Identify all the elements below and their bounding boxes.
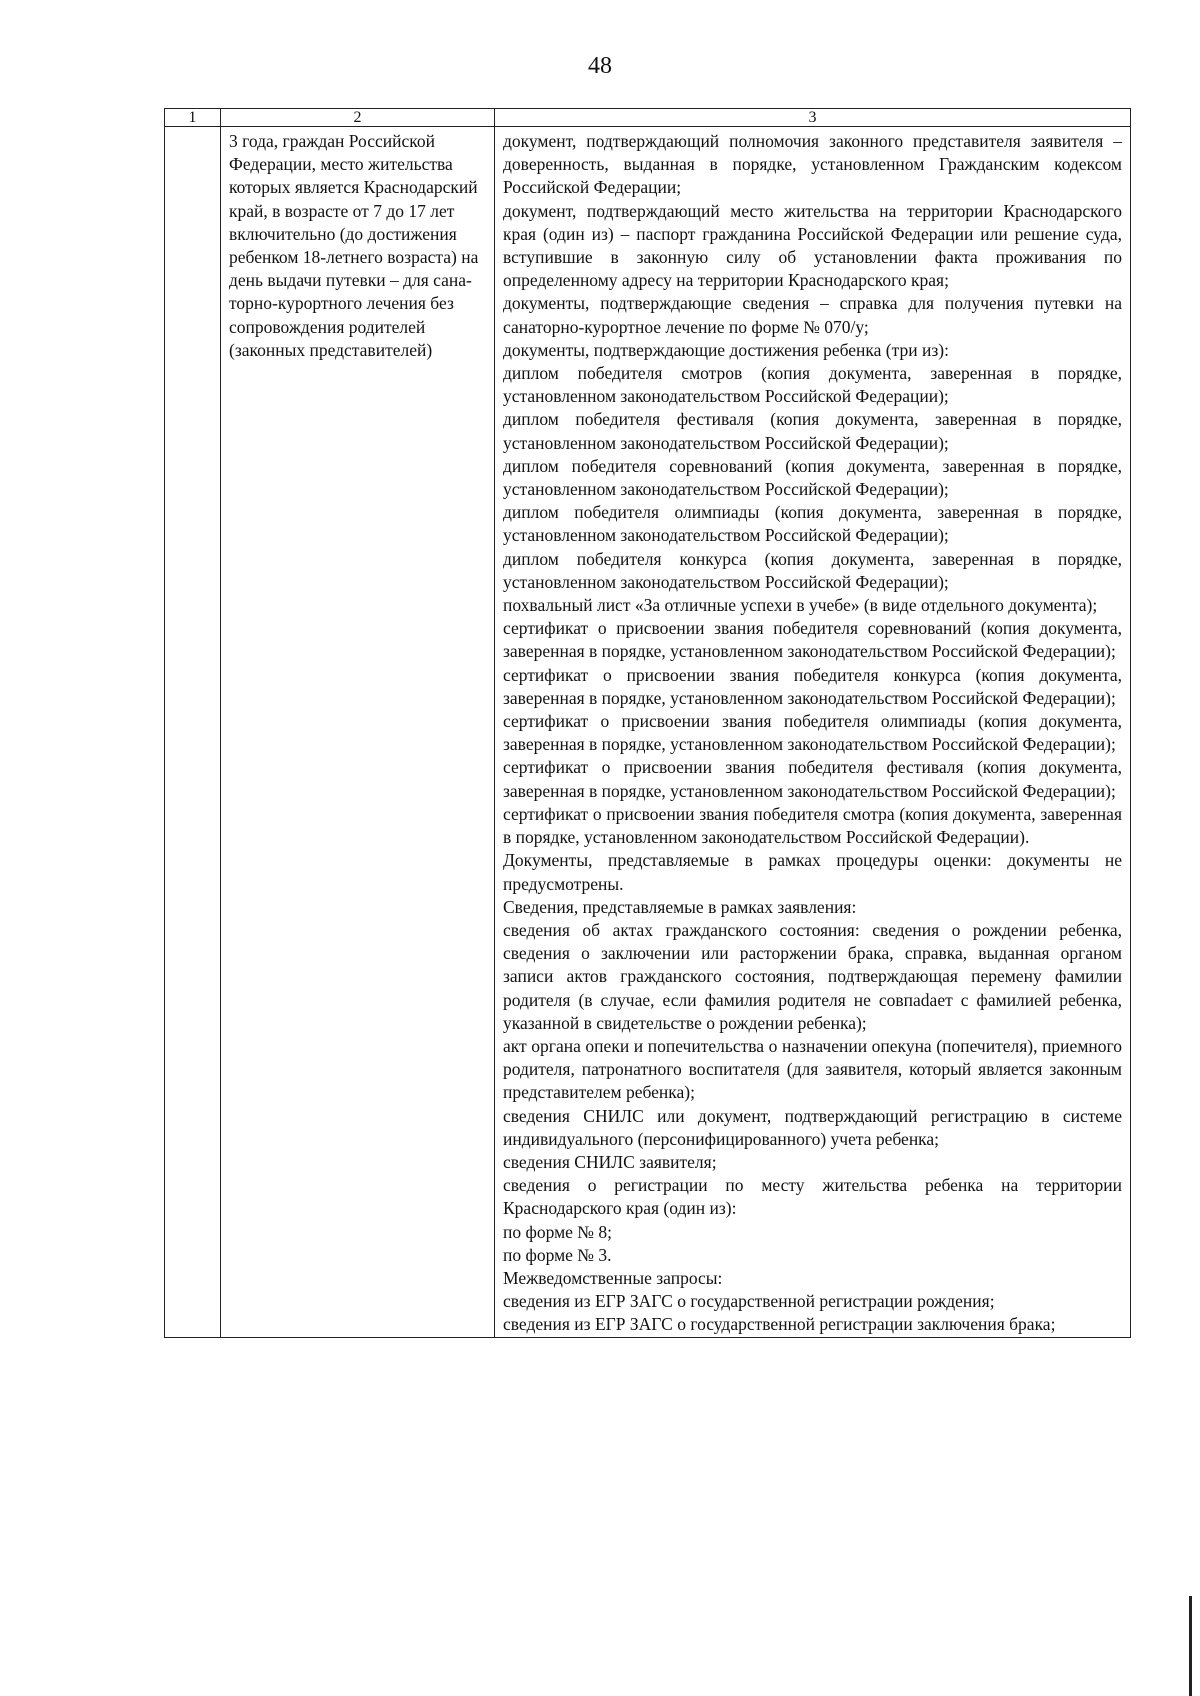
paragraph: диплом победителя соревнований (копия документа, заверенная в порядке, установленном законодательством Российской Федерации);	[503, 455, 1122, 500]
document-table	[164, 108, 1131, 1338]
table-header-row	[165, 109, 1131, 127]
paragraph: диплом победителя смотров (копия документа, заверенная в порядке, установленном законодательством Российской Федерации);	[503, 363, 1122, 407]
paragraph: сведения из ЕГР ЗАГС о государственной регистрации рождения;	[503, 1291, 995, 1312]
paragraph: сертификат о присвоении звания победителя фестиваля (копия документа, заверенная в порядке, установленном законодательством Российской Федерации);	[503, 757, 1122, 801]
table-cell-col2: 3 года, граждан Российской Федерации, место жительства которых является Краснодарский край, в возрасте от 7 до 17 лет включительно (до достижения ребенком 18-летнего возраста) на день выдачи путевки – для санаторно-курортного лечения без сопровождения родителей (законных представителей)	[221, 127, 495, 1338]
paragraph: документы, подтверждающие достижения ребенка (три из):	[503, 339, 949, 360]
paragraph: документ, подтверждающий место жительства на территории Краснодарского края (один из) – паспорт гражданина Российской Федерации или решение суда, вступившие в законную силу об установлении факта проживания по определенному адресу на территории Краснодарского края;	[503, 200, 1122, 291]
paragraph: Документы, представляемые в рамках процедуры оценки: документы не предусмотрены.	[503, 850, 1122, 894]
paragraph: сведения об актах гражданского состояния: сведения о рождении ребенка, сведения о заключении или расторжении брака, справка, выданная органом записи актов гражданского состояния, подтверждающая перемену фамилии родителя (в случае, если фамилия родителя не совпаdает с фамилией ребенка, указанной в свидетельстве о рождении ребенка);	[503, 919, 1122, 1033]
paragraph: диплом победителя олимпиады (копия документа, заверенная в порядке, установленном законодательством Российской Федерации);	[503, 502, 1122, 546]
paragraph: сертификат о присвоении звания победителя конкурса (копия документа, заверенная в порядке, установленном законодательством Российской Федерации);	[503, 664, 1122, 708]
column-header-1: 1	[165, 109, 221, 127]
paragraph: акт органа опеки и попечительства о назначении опекуна (попечителя), приемного родителя, патронатного воспитателя (для заявителя, который является законным представителем ребенка);	[503, 1035, 1122, 1103]
paragraph: документ, подтверждающий полномочия законного представителя заявителя – доверенность, выданная в порядке, установленном Гражданским кодексом Российской Федерации;	[503, 131, 1122, 198]
paragraph: сертификат о присвоении звания победителя олимпиады (копия документа, заверенная в порядке, установленном законодательством Российской Федерации);	[503, 711, 1122, 755]
table-cell-col3	[495, 127, 1131, 1338]
table-row	[165, 127, 1131, 1338]
paragraph: документы, подтверждающие сведения – справка для получения путевки на санаторно-курортное лечение по форме № 070/у;	[503, 293, 1122, 337]
paragraph: Межведомственные запросы:	[503, 1267, 723, 1288]
paragraph: сведения СНИЛС заявителя;	[503, 1151, 717, 1172]
column-header-2: 2	[221, 109, 495, 127]
paragraph: сертификат о присвоении звания победителя соревнований (копия документа, заверенная в порядке, установленном законодательством Российской Федерации);	[503, 618, 1122, 662]
paragraph: сведения о регистрации по месту жительства ребенка на территории Краснодарского края (один из):	[503, 1175, 1122, 1219]
page-number: 48	[588, 53, 612, 79]
paragraph: диплом победителя фестиваля (копия документа, заверенная в порядке, установленном законодательством Российской Федерации);	[503, 409, 1122, 453]
paragraph: сведения из ЕГР ЗАГС о государственной регистрации заключения брака;	[503, 1314, 1056, 1335]
paragraph: похвальный лист «За отличные успехи в учебе» (в виде отдельного документа);	[503, 595, 1098, 616]
table-cell-col1	[165, 127, 221, 1338]
paragraph: диплом победителя конкурса (копия документа, заверенная в порядке, установленном законодательством Российской Федерации);	[503, 548, 1122, 592]
paragraph: по форме № 8;	[503, 1221, 612, 1242]
paragraph: сертификат о присвоении звания победителя смотра (копия документа, заверенная в порядке, установленном законодательством Российской Федерации).	[503, 803, 1122, 848]
column-header-3: 3	[495, 109, 1131, 127]
paragraph: Сведения, представляемые в рамках заявления:	[503, 896, 857, 917]
scan-edge-mark	[1189, 1596, 1192, 1696]
paragraph: по форме № 3.	[503, 1244, 612, 1265]
paragraph: сведения СНИЛС или документ, подтверждающий регистрацию в системе индивидуального (персонифицированного) учета ребенка;	[503, 1105, 1122, 1149]
